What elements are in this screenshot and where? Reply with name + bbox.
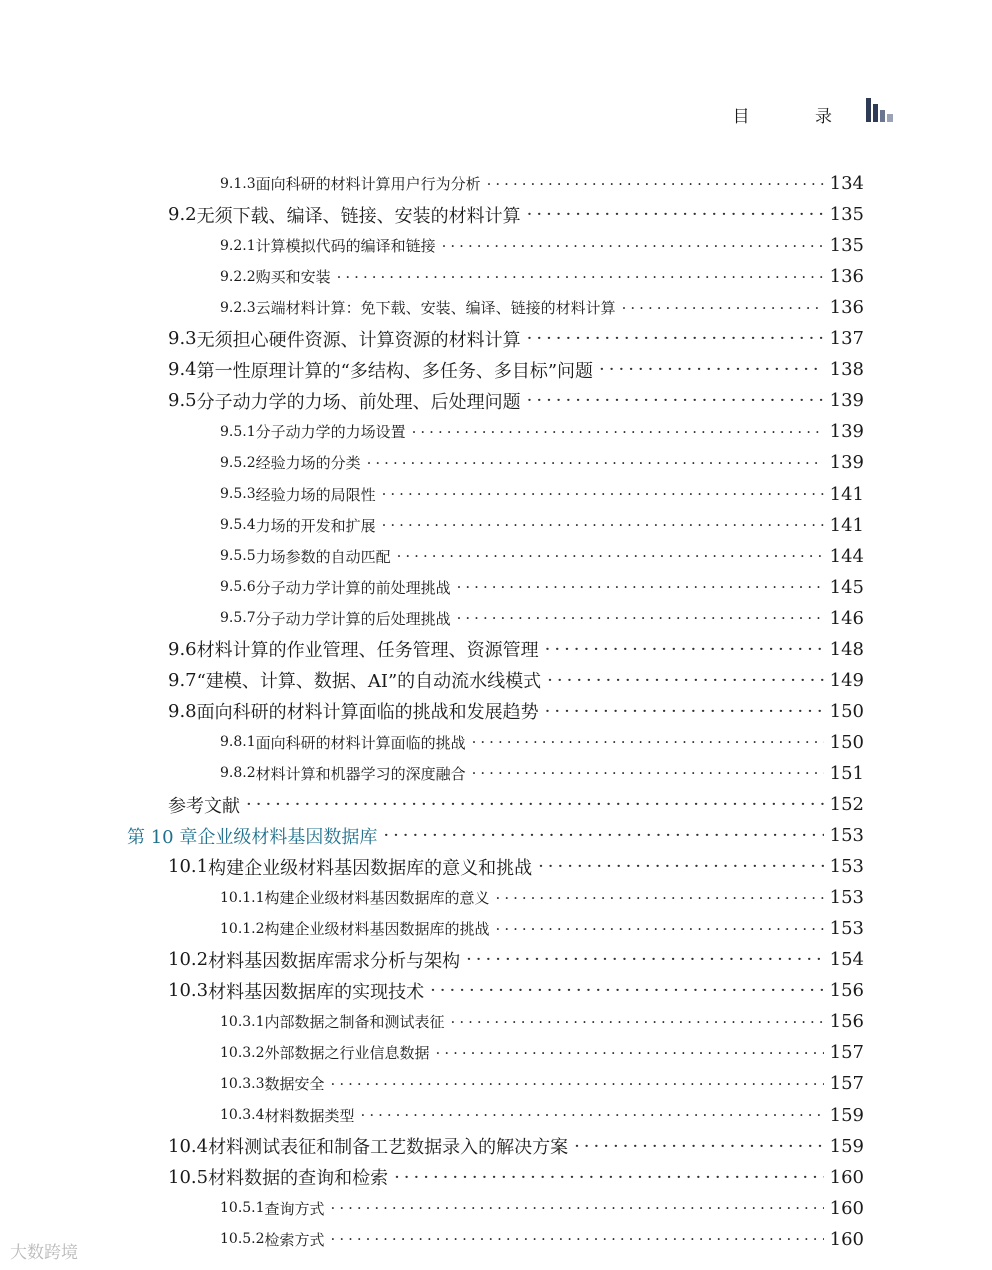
toc-dot-leader [547,670,823,691]
toc-entry-number: 9.7 [168,669,197,691]
toc-entry-page: 152 [829,794,864,815]
toc-entry-title: 构建企业级材料基因数据库的挑战 [264,920,490,939]
toc-entry-title: 数据安全 [264,1075,325,1094]
toc-dot-leader [382,485,824,503]
toc-entry-number: 10.5 [168,1166,209,1188]
toc-entry-number: 9.5.7 [220,610,256,627]
toc-dot-leader [457,609,824,627]
toc-entry-page: 137 [829,328,864,350]
toc-entry-page: 157 [829,1073,864,1095]
toc-entry-title: 经验力场的局限性 [255,485,376,504]
toc-entry-page: 153 [829,825,864,847]
toc-entry[interactable] [168,789,864,820]
toc-entry[interactable] [220,913,864,944]
toc-dot-leader [361,1106,824,1124]
toc-entry-page: 156 [829,1011,864,1033]
toc-entry-page: 150 [829,731,864,753]
toc-entry-page: 151 [829,762,864,784]
toc-entry-number: 10.3 [168,980,209,1002]
toc-dot-leader [527,390,824,411]
toc-entry[interactable] [168,354,864,385]
toc-entry-page: 160 [829,1166,864,1188]
toc-entry-title: 参考文献 [168,795,240,817]
toc-entry[interactable] [220,882,864,913]
toc-entry-number: 9.2.3 [220,299,256,316]
toc-entry-number: 9.5.1 [220,423,256,440]
toc-dot-leader [538,856,824,877]
toc-entry-title: 面向科研的材料计算用户行为分析 [255,175,481,193]
toc-entry[interactable] [220,1224,864,1255]
toc-entry-title: 力场参数的自动匹配 [255,547,391,566]
toc-entry-title: 材料测试表征和制备工艺数据录入的解决方案 [208,1137,569,1159]
toc-entry-number: 9.5.4 [220,517,256,534]
toc-entry-number: 9.5.2 [220,454,256,471]
toc-entry-title: 材料计算和机器学习的深度融合 [255,764,466,783]
toc-entry-title: 材料计算的作业管理、任务管理、资源管理 [196,640,539,662]
toc-entry-number: 10.3.2 [220,1044,265,1061]
toc-dot-leader [472,764,824,782]
toc-entry-page: 141 [829,514,864,536]
toc-entry[interactable] [168,665,864,696]
toc-entry-number: 10.5.2 [220,1231,265,1248]
toc-entry-title: 构建企业级材料基因数据库的意义 [264,889,490,908]
toc-entry-number: 10.2 [168,949,209,971]
toc-entry-page: 141 [829,483,864,505]
toc-entry-title: 构建企业级材料基因数据库的意义和挑战 [208,857,533,879]
toc-entry-number: 10.3.1 [220,1013,265,1030]
toc-entry[interactable] [220,1100,864,1131]
toc-entry-number: 9.8.2 [220,765,256,782]
toc-entry-title: “建模、计算、数据、AI”的自动流水线模式 [196,671,542,693]
toc-entry-title: 力场的开发和扩展 [255,516,376,535]
toc-entry-page: 139 [829,390,864,412]
toc-entry-page: 154 [829,949,864,971]
toc-entry[interactable] [220,479,864,510]
toc-entry[interactable] [220,603,864,634]
toc-entry-number: 10.1 [168,856,209,878]
toc-dot-leader [527,328,824,349]
toc-dot-leader [472,733,824,751]
header-bars-icon [866,98,900,122]
toc-dot-leader [545,639,824,660]
toc-entry[interactable] [220,727,864,758]
toc-entry-number: 9.4 [168,359,197,381]
toc-dot-leader [367,454,824,472]
toc-entry-page: 153 [829,918,864,940]
toc-entry-page: 160 [829,1197,864,1219]
toc-entry-page: 153 [829,887,864,909]
toc-dot-leader [496,889,824,907]
toc-dot-leader [487,175,824,193]
toc-entry[interactable] [220,1193,864,1224]
toc-entry[interactable] [220,416,864,447]
toc-entry-title: 面向科研的材料计算面临的挑战和发展趋势 [196,702,539,724]
toc-entry-title: 查询方式 [264,1199,325,1218]
toc-entry-page: 139 [829,421,864,443]
toc-entry-number: 9.5 [168,390,197,412]
toc-entry-number: 9.5.5 [220,548,256,565]
toc-entry-title: 企业级材料基因数据库 [197,826,378,848]
toc-entry-number: 10.3.4 [220,1107,265,1123]
toc-dot-leader [436,1044,824,1062]
toc-dot-leader [599,359,824,380]
toc-entry-page: 136 [829,297,864,319]
toc-dot-leader [442,237,824,255]
toc-entry-page: 156 [829,980,864,1002]
toc-entry-title: 第一性原理计算的“多结构、多任务、多目标”问题 [196,360,594,382]
toc-entry-page: 153 [829,856,864,878]
toc-entry[interactable] [220,758,864,789]
toc-entry-page: 146 [829,607,864,629]
toc-entry[interactable] [220,572,864,603]
toc-entry[interactable] [220,261,864,292]
toc-entry-number: 10.1.1 [220,889,265,906]
toc-entry-number: 9.3 [168,328,197,350]
toc-entry-number: 9.8.1 [220,734,256,751]
toc-entry-title: 材料数据的查询和检索 [208,1168,389,1190]
toc-dot-leader [574,1136,824,1157]
toc-entry-number: 第 10 章 [127,826,198,848]
toc-entry[interactable] [168,851,864,882]
toc-entry-page: 145 [829,576,864,598]
toc-entry-title: 材料数据类型 [264,1106,355,1125]
toc-entry-page: 135 [829,235,864,257]
toc-entry-title: 材料基因数据库的实现技术 [208,981,425,1003]
toc-entry[interactable] [220,447,864,478]
toc-dot-leader [331,1230,824,1248]
toc-entry-title: 无须下载、编译、链接、安装的材料计算 [196,205,521,227]
toc-entry[interactable] [168,975,864,1006]
toc-dot-leader [331,1199,824,1217]
toc-chapter-entry[interactable] [127,820,864,851]
toc-entry-page: 150 [829,700,864,722]
toc-entry-number: 10.3.3 [220,1075,265,1092]
toc-dot-leader [412,423,824,441]
toc-dot-leader [337,268,824,286]
toc-entry-page: 135 [829,204,864,226]
toc-entry[interactable] [168,1131,864,1162]
toc-dot-leader [246,794,824,815]
toc-dot-leader [383,825,823,846]
toc-entry-title: 分子动力学计算的前处理挑战 [255,578,451,597]
toc-entry-page: 136 [829,266,864,288]
toc-entry-number: 9.2.2 [220,268,256,285]
toc-entry-number: 10.1.2 [220,920,265,937]
toc-entry-page: 149 [829,669,864,691]
toc-entry-title: 面向科研的材料计算面临的挑战 [255,733,466,752]
toc-entry-number: 9.2.1 [220,237,256,254]
toc-entry-page: 134 [829,173,864,194]
toc-dot-leader [331,1075,824,1093]
toc-dot-leader [430,980,824,1001]
toc-entry-page: 160 [829,1228,864,1250]
page-header-title: 目 录 [732,107,862,127]
toc-dot-leader [394,1167,824,1188]
toc-dot-leader [466,949,824,970]
toc-entry[interactable] [168,1162,864,1193]
toc-entry[interactable] [220,292,864,323]
toc-entry-title: 内部数据之制备和测试表征 [264,1013,445,1032]
toc-entry-title: 购买和安装 [255,268,331,287]
toc-entry[interactable] [220,1037,864,1068]
toc-entry-title: 计算模拟代码的编译和链接 [255,237,436,256]
toc-entry-number: 9.6 [168,638,197,660]
toc-dot-leader [622,299,824,317]
toc-dot-leader [545,701,824,722]
toc-entry[interactable] [168,696,864,727]
toc-entry[interactable] [220,1006,864,1037]
toc-entry[interactable] [220,230,864,261]
toc-entry-number: 9.2 [168,204,197,226]
toc-entry[interactable] [220,1068,864,1099]
toc-entry-number: 9.8 [168,700,197,722]
toc-entry-title: 分子动力学的力场设置 [255,423,406,442]
toc-entry-title: 检索方式 [264,1230,325,1249]
toc-dot-leader [397,547,824,565]
toc-entry-title: 分子动力学计算的后处理挑战 [255,609,451,628]
toc-entry[interactable] [168,634,864,665]
toc-entry-page: 138 [829,359,864,381]
toc-entry-number: 10.5.1 [220,1200,265,1217]
toc-entry-page: 159 [829,1104,864,1126]
toc-entry-title: 云端材料计算：免下载、安装、编译、链接的材料计算 [255,299,616,318]
toc-entry-page: 139 [829,452,864,474]
toc-dot-leader [457,578,824,596]
toc-entry[interactable] [168,385,864,416]
page-header [0,98,992,128]
toc-entry[interactable] [168,199,864,230]
toc-entry-page: 144 [829,545,864,567]
toc-entry-number: 9.5.6 [220,579,256,596]
toc-dot-leader [451,1013,824,1031]
toc-entry[interactable] [168,323,864,354]
toc-entry-title: 外部数据之行业信息数据 [264,1044,430,1063]
toc-entry[interactable] [220,168,864,199]
toc-entry[interactable] [168,944,864,975]
toc-entry-number: 10.4 [168,1135,209,1157]
toc-dot-leader [382,516,824,534]
toc-entry-page: 148 [829,638,864,660]
toc-entry-page: 157 [829,1042,864,1064]
toc-entry-number: 9.1.3 [220,175,256,192]
watermark: 大数跨境 [10,1243,78,1263]
toc-dot-leader [496,920,824,938]
toc-entry-title: 无须担心硬件资源、计算资源的材料计算 [196,329,521,351]
toc-entry-title: 材料基因数据库需求分析与架构 [208,950,461,972]
toc-dot-leader [527,204,824,225]
toc-entry-title: 经验力场的分类 [255,454,361,473]
toc-entry-page: 159 [829,1135,864,1157]
toc-entry[interactable] [220,510,864,541]
toc-entry-title: 分子动力学的力场、前处理、后处理问题 [196,391,521,413]
toc-entry[interactable] [220,541,864,572]
toc-entry-number: 9.5.3 [220,486,256,502]
